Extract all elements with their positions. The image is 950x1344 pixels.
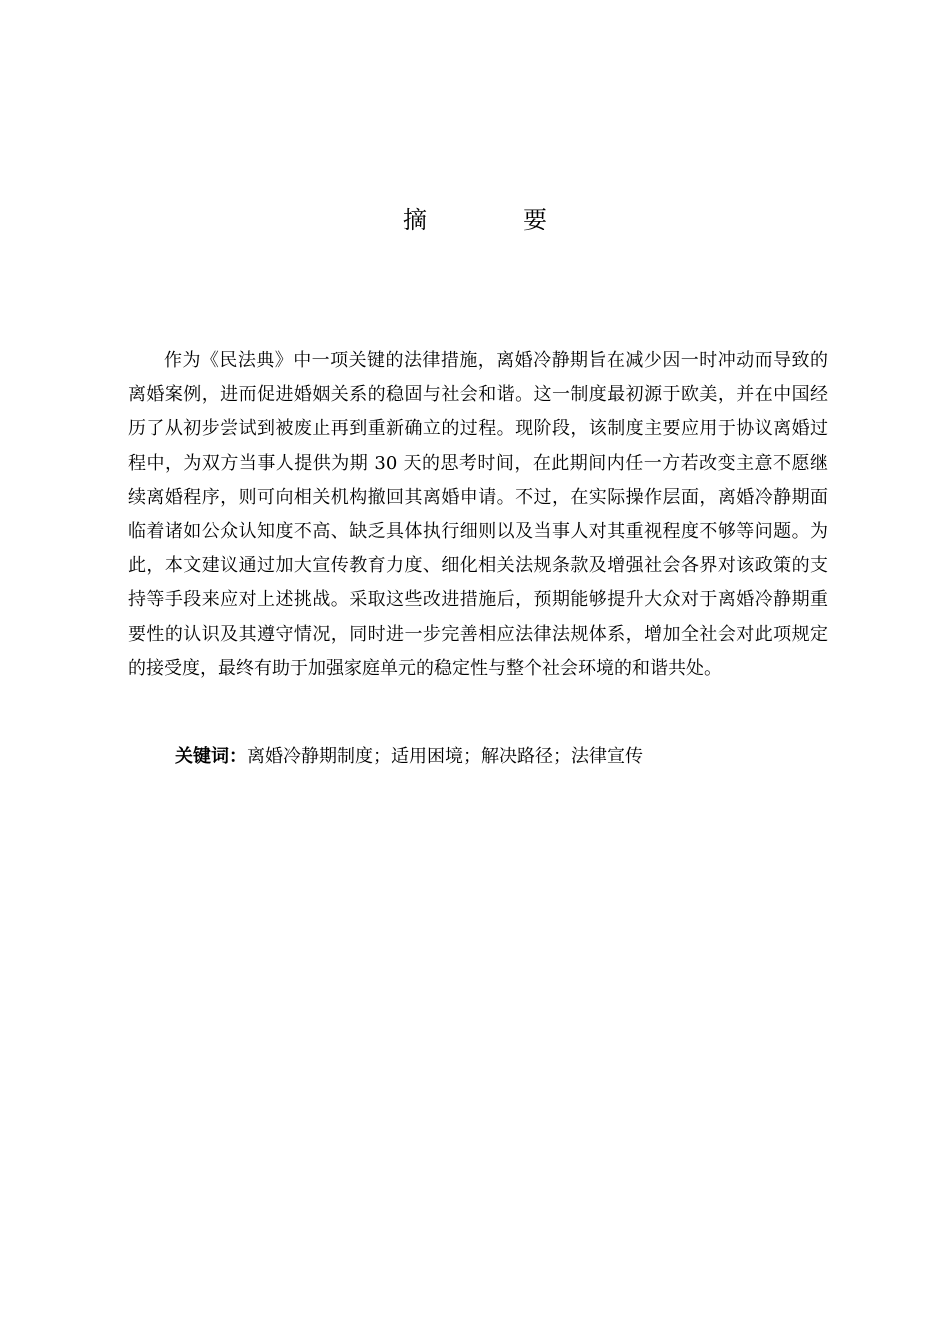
keywords-value: 离婚冷静期制度；适用困境；解决路径；法律宣传 — [247, 746, 643, 767]
keywords-line — [175, 741, 875, 773]
abstract-paragraph: 作为《民法典》中一项关键的法律措施，离婚冷静期旨在减少因一时冲动而导致的离婚案例，进而促进婚姻关系的稳固与社会和谐。这一制度最初源于欧美，并在中国经历了从初步尝试到被废止再到重新确立的过程。现阶段，该制度主要应用于协议离婚过程中，为双方当事人提供为期 30 天的思考时间，在此期间内任一方若改变主意不愿继续离婚程序，则可向相关机构撤回其离婚申请。不过，在实际操作层面，离婚冷静期面临着诸如公众认知度不高、缺乏具体执行细则以及当事人对其重视程度不够等问题。为此，本文建议通过加大宣传教育力度、细化相关法规条款及增强社会各界对该政策的支持等手段来应对上述挑战。采取这些改进措施后，预期能够提升大众对于离婚冷静期重要性的认识及其遵守情况，同时进一步完善相应法律法规体系，增加全社会对此项规定的接受度，最终有助于加强家庭单元的稳定性与整个社会环境的和谐共处。 — [128, 350, 828, 679]
abstract-heading: 摘 要 — [403, 206, 583, 234]
keywords-label: 关键词： — [175, 746, 247, 767]
